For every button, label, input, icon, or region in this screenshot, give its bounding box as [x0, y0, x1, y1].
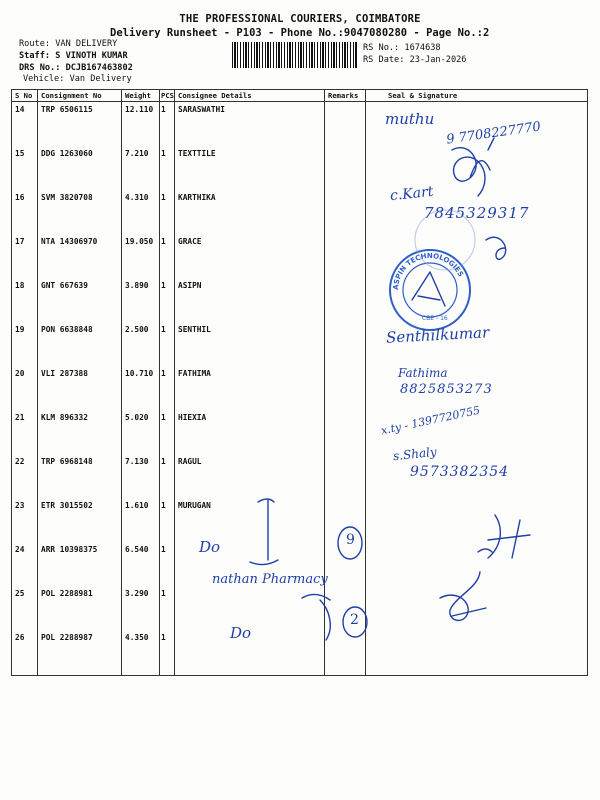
consignment-cell: ARR 10398375 — [38, 542, 122, 586]
pcs-cell: 1 — [160, 410, 175, 454]
consignee-cell: SARASWATHI — [175, 102, 325, 147]
col-consignee: Consignee Details — [175, 90, 325, 102]
weight-cell: 10.710 — [122, 366, 160, 410]
pcs-cell: 1 — [160, 278, 175, 322]
stamp-text — [390, 250, 470, 330]
sno-cell: 20 — [12, 366, 38, 410]
pcs-cell: 1 — [160, 454, 175, 498]
consignment-cell: NTA 14306970 — [38, 234, 122, 278]
remark-mark-26: 2 — [350, 612, 359, 628]
sno-cell: 16 — [12, 190, 38, 234]
col-weight: Weight — [122, 90, 160, 102]
weight-cell: 4.310 — [122, 190, 160, 234]
drs-label: DRS No.: DCJB167463802 — [19, 63, 133, 73]
handwriting-r14: muthu — [385, 110, 435, 128]
pcs-cell: 1 — [160, 190, 175, 234]
handwriting-do-26: Do — [230, 624, 252, 642]
svg-text:ASPIN TECHNOLOGIES — [392, 252, 465, 290]
col-pcs: PCS — [161, 91, 174, 100]
consignment-cell: ETR 3015502 — [38, 498, 122, 542]
pcs-cell: 1 — [160, 146, 175, 190]
consignee-cell: SENTHIL — [175, 322, 325, 366]
weight-cell: 1.610 — [122, 498, 160, 542]
consignment-cell: DDG 1263060 — [38, 146, 122, 190]
weight-cell: 2.500 — [122, 322, 160, 366]
consignee-cell: RAGUL — [175, 454, 325, 498]
weight-cell: 3.290 — [122, 586, 160, 630]
rs-date: RS Date: 23-Jan-2026 — [363, 55, 467, 65]
handwriting-r20-phone: 8825853273 — [400, 382, 493, 397]
pcs-cell: 1 — [160, 234, 175, 278]
consignee-cell: MURUGAN — [175, 498, 325, 542]
weight-cell: 4.350 — [122, 630, 160, 676]
sno-cell: 24 — [12, 542, 38, 586]
pcs-cell: 1 — [160, 586, 175, 630]
col-seal-signature: Seal & Signature — [366, 90, 588, 102]
pcs-cell: 1 — [160, 366, 175, 410]
sno-cell: 17 — [12, 234, 38, 278]
sno-cell: 22 — [12, 454, 38, 498]
consignment-cell: VLI 287388 — [38, 366, 122, 410]
sno-cell: 21 — [12, 410, 38, 454]
route-label: Route: VAN DELIVERY — [19, 39, 118, 49]
handwriting-r14-phone: 9 7708227770 — [445, 119, 542, 148]
pcs-cell: 1 — [160, 102, 175, 147]
pcs-cell: 1 — [160, 322, 175, 366]
sno-cell: 26 — [12, 630, 38, 676]
company-title: THE PROFESSIONAL COURIERS, COIMBATORE — [179, 13, 421, 25]
consignment-cell: POL 2288981 — [38, 586, 122, 630]
handwriting-r16-phone: 7845329317 — [424, 204, 530, 222]
pcs-cell: 1 — [160, 630, 175, 676]
sno-cell: 15 — [12, 146, 38, 190]
consignment-cell: POL 2288987 — [38, 630, 122, 676]
col-sno: S No — [12, 90, 38, 102]
handwriting-do-24: Do — [199, 538, 221, 556]
consignment-cell: GNT 667639 — [38, 278, 122, 322]
consignee-cell: KARTHIKA — [175, 190, 325, 234]
consignee-cell: HIEXIA — [175, 410, 325, 454]
runsheet-title: Delivery Runsheet - P103 - Phone No.:9047080280 - Page No.:2 — [110, 27, 490, 39]
col-remarks: Remarks — [325, 90, 366, 102]
weight-cell: 5.020 — [122, 410, 160, 454]
consignment-cell: SVM 3820708 — [38, 190, 122, 234]
handwriting-r16-name: c.Kart — [389, 183, 435, 205]
consignee-cell: GRACE — [175, 234, 325, 278]
rs-number: RS No.: 1674638 — [363, 43, 441, 53]
weight-cell: 19.050 — [122, 234, 160, 278]
staff-label: Staff: S VINOTH KUMAR — [19, 51, 128, 61]
handwriting-r25: nathan Pharmacy — [212, 572, 328, 587]
handwriting-r22-name: s.Shaly — [392, 444, 438, 464]
vehicle-label: Vehicle: Van Delivery — [23, 74, 132, 84]
pcs-cell: 1 — [160, 542, 175, 586]
stamp-company: ASPIN TECHNOLOGIES — [391, 251, 465, 291]
sno-cell: 25 — [12, 586, 38, 630]
handwriting-r19-sign: Senthilkumar — [385, 323, 490, 347]
weight-cell: 3.890 — [122, 278, 160, 322]
sno-cell: 18 — [12, 278, 38, 322]
weight-cell: 6.540 — [122, 542, 160, 586]
sno-cell: 14 — [12, 102, 38, 147]
consignee-cell: TEXTTILE — [175, 146, 325, 190]
col-consignment: Consignment No — [38, 90, 122, 102]
handwriting-r21: x.ty - 1397720755 — [379, 403, 482, 438]
weight-cell: 7.130 — [122, 454, 160, 498]
handwriting-r20-name: Fathima — [398, 366, 448, 380]
consignment-cell: PON 6638848 — [38, 322, 122, 366]
consignment-cell: KLM 896332 — [38, 410, 122, 454]
consignment-cell: TRP 6968148 — [38, 454, 122, 498]
weight-cell: 12.110 — [122, 102, 160, 147]
sno-cell: 23 — [12, 498, 38, 542]
stamp-bottom: CBE - 16 — [422, 315, 448, 322]
sno-cell: 19 — [12, 322, 38, 366]
consignee-cell: FATHIMA — [175, 366, 325, 410]
weight-cell: 7.210 — [122, 146, 160, 190]
consignee-cell: ASIPN — [175, 278, 325, 322]
remark-mark-24: 9 — [346, 532, 355, 548]
consignment-cell: TRP 6506115 — [38, 102, 122, 147]
handwriting-r22-phone: 9573382354 — [410, 464, 510, 480]
pcs-cell: 1 — [160, 498, 175, 542]
